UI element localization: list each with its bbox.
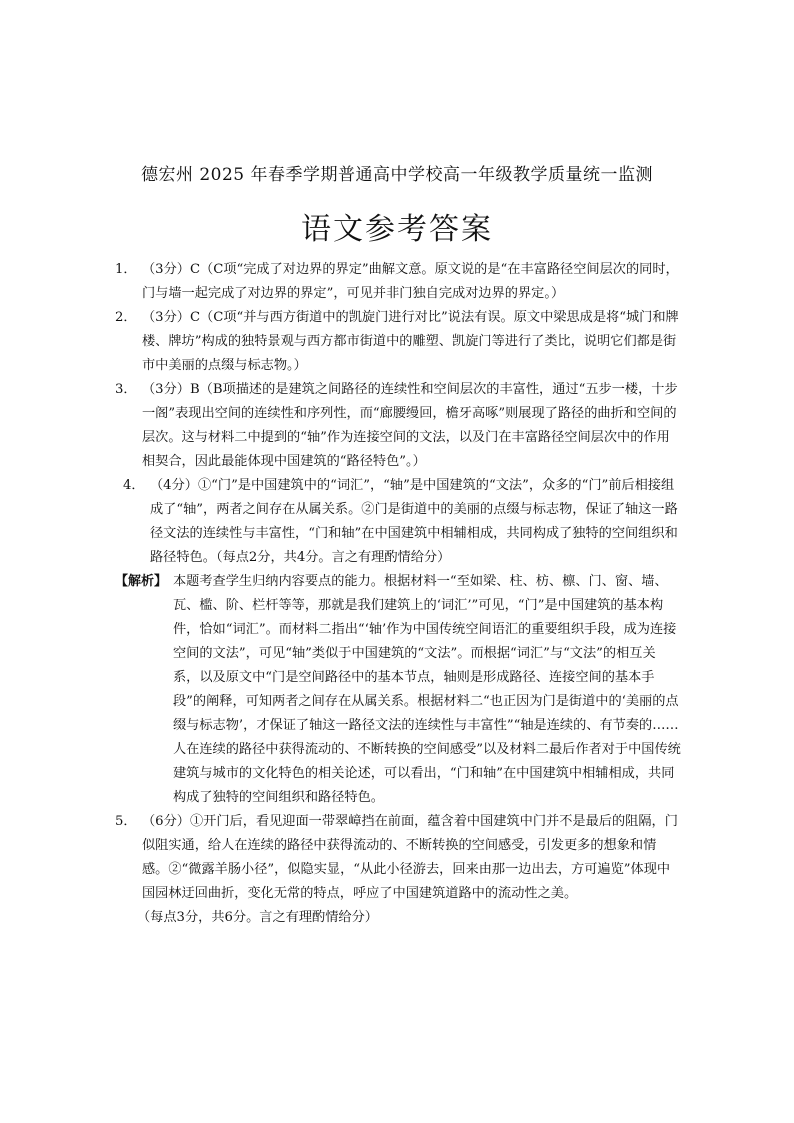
answer-item bbox=[123, 474, 681, 570]
answer-item bbox=[115, 306, 681, 378]
answer-item bbox=[115, 378, 681, 474]
question-number: 5． bbox=[115, 814, 137, 829]
answer-text: （3分）C（C项“并与西方街道中的凯旋门进行对比”说法有误。原文中梁思成是将“城门和牌楼、牌坊”构成的独特景观与西方都市街道中的雕塑、凯旋门等进行了类比，说明它们都是街市中美丽的点缀与标志物。） bbox=[142, 310, 679, 373]
answer-content bbox=[115, 258, 681, 930]
question-number: 2． bbox=[115, 310, 137, 325]
answer-item bbox=[115, 810, 681, 930]
answer-item bbox=[115, 258, 681, 306]
question-number: 3． bbox=[115, 382, 137, 397]
exam-header: 德宏州 2025 年春季学期普通高中学校高一年级教学质量统一监测 bbox=[140, 165, 654, 185]
question-number: 1． bbox=[115, 262, 137, 277]
question-number: 4． bbox=[123, 478, 145, 493]
answer-text: （3分）B（B项描述的是建筑之间路径的连续性和空间层次的丰富性，通过“五步一楼，十步一阁”表现出空间的连续性和序列性，而“廊腰缦回，檐牙高啄”则展现了路径的曲折和空间的层次。这与材料二中提到的“轴”作为连接空间的文法，以及门在丰富路径空间层次中的作用相契合，因此最能体现中国建筑的“路径特色”。） bbox=[142, 382, 678, 469]
analysis-text: 本题考查学生归纳内容要点的能力。根据材料一“至如梁、柱、枋、檩、门、窗、墙、瓦、槛、阶、栏杆等等，那就是我们建筑上的‘词汇’”可见，“门”是中国建筑的基本构件，恰如“词汇”。而材料二指出“‘轴’作为中国传统空间语汇的重要组织手段，成为连接空间的文法”，可见“轴”类似于中国建筑的“文法”。而根据“词汇”与“文法”的相互关系，以及原文中“门是空间路径中的基本节点，轴则是形成路径、连接空间的基本手段”的阐释，可知两者之间存在从属关系。根据材料二“也正因为门是街道中的‘美丽的点缀与标志物’，才保证了轴这一路径文法的连续性与丰富性”“轴是连续的、有节奏的……人在连续的路径中获得流动的、不断转换的空间感受”以及材料二最后作者对于中国传统建筑与城市的文化特色的相关论述，可以看出，“门和轴”在中国建筑中相辅相成，共同构成了独特的空间组织和路径特色。 bbox=[173, 574, 681, 805]
answer-text: （6分）①开门后，看见迎面一带翠嶂挡在前面，蕴含着中国建筑中门并不是最后的阻隔，门似阻实通，给人在连续的路径中获得流动的、不断转换的空间感受，引发更多的想象和情感。②“微露羊肠小径”，似隐实显，“从此小径游去，回来由那一边出去，方可遍览”体现中国园林迂回曲折，变化无常的特点，呼应了中国建筑道路中的流动性之美。 bbox=[142, 814, 678, 901]
analysis-tag: 【解析】 bbox=[115, 574, 168, 589]
answer-text: （3分）C（C项“完成了对边界的界定”曲解文意。原文说的是“在丰富路径空间层次的同时，门与墙一起完成了对边界的界定”，可见并非门独自完成对边界的界定。） bbox=[142, 262, 679, 301]
analysis-block bbox=[115, 570, 681, 810]
page-title: 语文参考答案 bbox=[301, 212, 493, 247]
scoring-note: （每点3分，共6分。言之有理酌情给分） bbox=[137, 910, 378, 925]
answer-text: （4分）①“门”是中国建筑中的“词汇”，“轴”是中国建筑的“文法”，众多的“门”前后相接组成了“轴”，两者之间存在从属关系。②门是街道中的美丽的点缀与标志物，保证了轴这一路径文法的连续性与丰富性，“门和轴”在中国建筑中相辅相成，共同构成了独特的空间组织和路径特色。（每点2分，共4分。言之有理酌情给分） bbox=[150, 478, 678, 565]
